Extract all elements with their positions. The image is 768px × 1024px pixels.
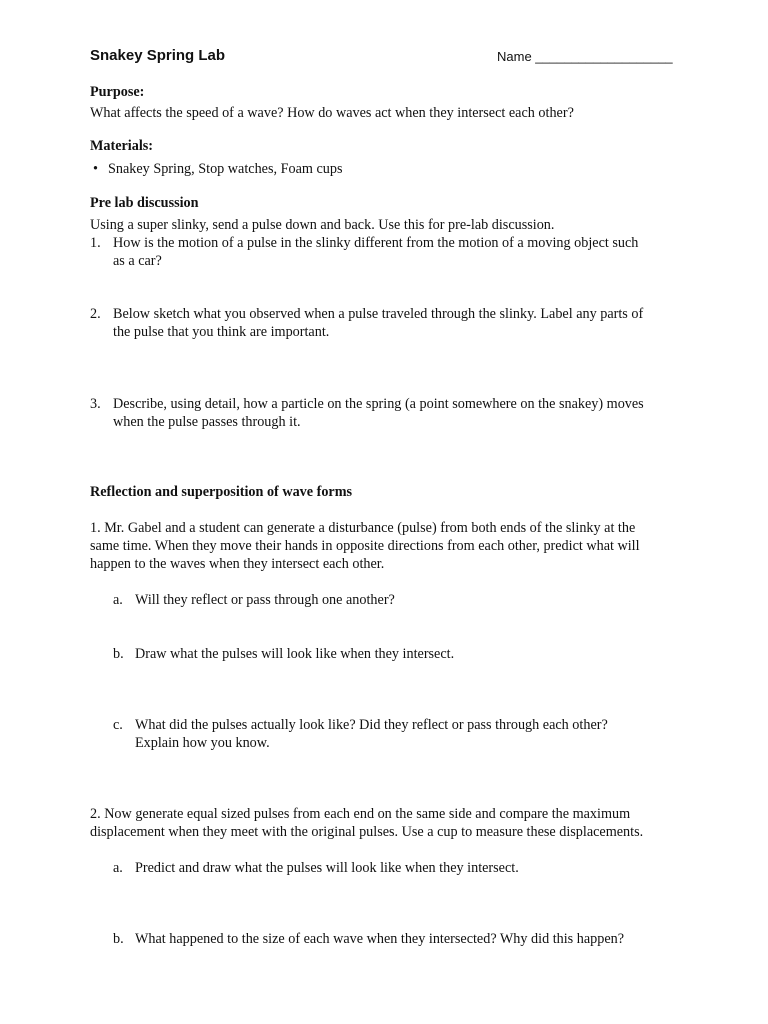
reflection-q1-line2: same time. When they move their hands in opposite directions from each other, predict what will bbox=[90, 538, 640, 554]
reflection-heading: Reflection and superposition of wave forms bbox=[90, 484, 353, 500]
reflection-q2-line1: 2. Now generate equal sized pulses from each end on the same side and compare the maximum bbox=[90, 806, 631, 822]
part-text: Will they reflect or pass through one another? bbox=[135, 592, 395, 608]
part-letter: a. bbox=[113, 592, 123, 608]
part-letter: b. bbox=[113, 646, 124, 662]
purpose-heading: Purpose: bbox=[90, 84, 145, 100]
prelab-intro: Using a super slinky, send a pulse down and back. Use this for pre-lab discussion. bbox=[90, 217, 555, 233]
materials-list-item: Snakey Spring, Stop watches, Foam cups bbox=[108, 161, 343, 177]
question-text-line2: as a car? bbox=[113, 253, 162, 269]
question-text-line1: How is the motion of a pulse in the slinky different from the motion of a moving object such bbox=[113, 235, 639, 251]
question-number: 3. bbox=[90, 396, 101, 412]
question-text-line1: Below sketch what you observed when a pulse traveled through the slinky. Label any parts of bbox=[113, 306, 644, 322]
part-text: Predict and draw what the pulses will look like when they intersect. bbox=[135, 860, 519, 876]
name-field-label: Name ___________________ bbox=[497, 49, 673, 64]
question-number: 2. bbox=[90, 306, 101, 322]
question-text-line2: the pulse that you think are important. bbox=[113, 324, 330, 340]
materials-heading: Materials: bbox=[90, 138, 154, 154]
part-text: What happened to the size of each wave when they intersected? Why did this happen? bbox=[135, 931, 625, 947]
question-number: 1. bbox=[90, 235, 101, 251]
prelab-heading: Pre lab discussion bbox=[90, 195, 199, 211]
part-letter: c. bbox=[113, 717, 123, 733]
part-letter: b. bbox=[113, 931, 124, 947]
reflection-q1-line3: happen to the waves when they intersect each other. bbox=[90, 556, 385, 572]
bullet-icon: • bbox=[93, 161, 98, 177]
document-title: Snakey Spring Lab bbox=[90, 47, 226, 64]
part-text-line1: What did the pulses actually look like? Did they reflect or pass through each other? bbox=[135, 717, 608, 733]
reflection-q1-line1: 1. Mr. Gabel and a student can generate a disturbance (pulse) from both ends of the slinky at the bbox=[90, 520, 636, 536]
question-text-line2: when the pulse passes through it. bbox=[113, 414, 301, 430]
part-letter: a. bbox=[113, 860, 123, 876]
part-text: Draw what the pulses will look like when they intersect. bbox=[135, 646, 455, 662]
reflection-q2-line2: displacement when they meet with the original pulses. Use a cup to measure these displacements. bbox=[90, 824, 644, 840]
question-text-line1: Describe, using detail, how a particle on the spring (a point somewhere on the snakey) moves bbox=[113, 396, 644, 412]
purpose-text: What affects the speed of a wave? How do waves act when they intersect each other? bbox=[90, 105, 574, 121]
part-text-line2: Explain how you know. bbox=[135, 735, 270, 751]
